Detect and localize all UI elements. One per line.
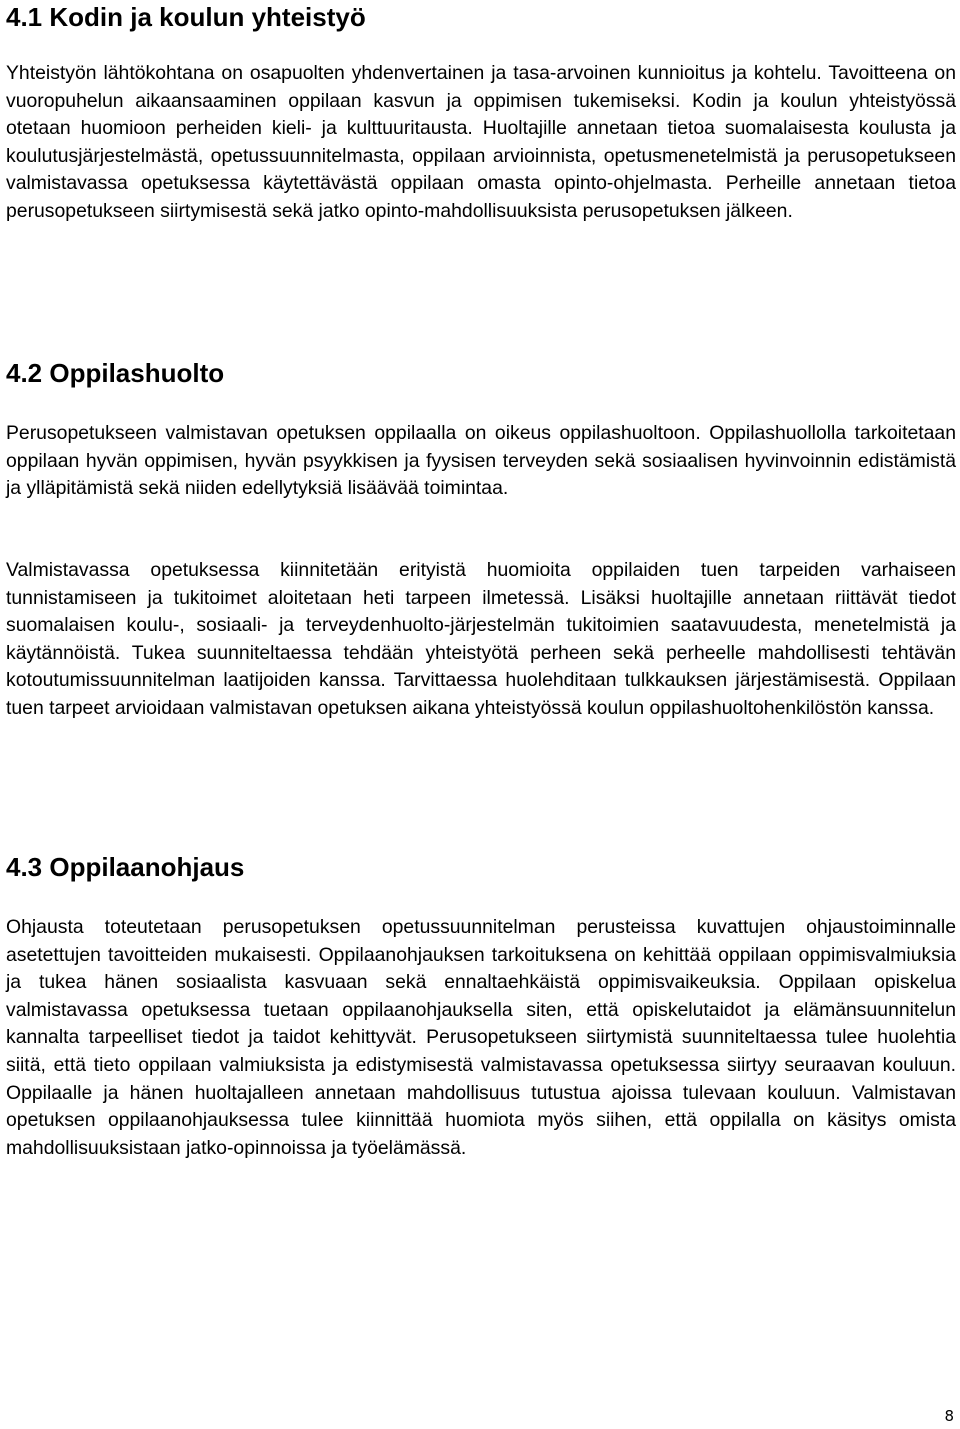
paragraph-oppilaanohjaus: Ohjausta toteutetaan perusopetuksen opetussuunnitelman perusteissa kuvattujen ohjaustoiminnalle asetettujen tavoitteiden mukaisesti. Oppilaanohjauksen tarkoituksena on kehittää oppilaan oppimisvalmiuksia ja tukea hänen sosiaalista kasvuaan sekä ennaltaehkäistä oppimisvaikeuksia. Oppilaan opiskelua valmistavassa opetuksessa tuetaan oppilaanohjauksella siten, että opiskelutaidot ja elämänsuunnitelun kannalta tarpeelliset tiedot ja taidot kehittyvät. Perusopetukseen siirtymistä suunniteltaessa tulee huolehtia siitä, että tieto oppilaan valmiuksista ja edistymisestä valmistavassa opetuksessa siirtyy seuraavan kouluun. Oppilaalle ja hänen huoltajalleen annetaan mahdollisuus tutustua ajoissa tulevaan kouluun. Valmistavan opetuksen oppilaanohjauksessa tulee kiinnittää huomiota myös siihen, että oppilalla on käsitys omista mahdollisuuksistaan jatko-opinnoissa ja työelämässä.	[6, 916, 956, 1159]
section-heading-oppilashuolto: 4.2 Oppilashuolto	[6, 358, 225, 388]
paragraph-oppilashuolto-tuki: Valmistavassa opetuksessa kiinnitetään erityistä huomioita oppilaiden tuen tarpeiden varhaiseen tunnistamiseen ja tukitoimet aloitetaan heti tarpeen ilmetessä. Lisäksi huoltajille annetaan riittävät tiedot suomalaisen koulu-, sosiaali- ja terveydenhuolto-järjestelmän tukitoimien saatavuudesta, menetelmistä ja käytännöistä. Tukea suunniteltaessa tehdään yhteistyötä perheen sekä perheelle mahdollisesti tehtävän kotoutumissuunnitelman laatijoiden kanssa. Tarvittaessa huolehditaan tulkkauksen järjestämisestä. Oppilaan tuen tarpeet arvioidaan valmistavan opetuksen aikana yhteistyössä koulun oppilashuoltohenkilöstön kanssa.	[6, 559, 956, 719]
paragraph-yhteistyo: Yhteistyön lähtökohtana on osapuolten yhdenvertainen ja tasa-arvoinen kunnioitus ja kohtelu. Tavoitteena on vuoropuhelun aikaansaaminen oppilaan kasvun ja oppimisen tukemiseksi. Kodin ja koulun yhteistyössä otetaan huomioon perheiden kieli- ja kulttuuritausta. Huoltajille annetaan tietoa suomalaisesta koulusta ja koulutusjärjestelmästä, opetussuunnitelmasta, oppilaan arvioinnista, opetusmenetelmistä ja perusopetukseen valmistavassa opetuksessa käytettävästä oppilaan omasta opinto-ohjelmasta. Perheille annetaan tietoa perusopetukseen siirtymisestä sekä jatko opinto-mahdollisuuksista perusopetuksen jälkeen.	[6, 62, 956, 222]
section-heading-kodin-ja-koulun-yhteistyo: 4.1 Kodin ja koulun yhteistyö	[6, 2, 366, 32]
page-number: 8	[944, 1407, 954, 1425]
paragraph-oppilashuolto-intro: Perusopetukseen valmistavan opetuksen oppilaalla on oikeus oppilashuoltoon. Oppilashuollolla tarkoitetaan oppilaan hyvän oppimisen, hyvän psyykkisen ja fyysisen terveyden sekä sosiaalisen hyvinvoinnin edistämistä ja ylläpitämistä sekä niiden edellytyksiä lisäävää toimintaa.	[6, 422, 956, 500]
section-heading-oppilaanohjaus: 4.3 Oppilaanohjaus	[6, 852, 245, 882]
